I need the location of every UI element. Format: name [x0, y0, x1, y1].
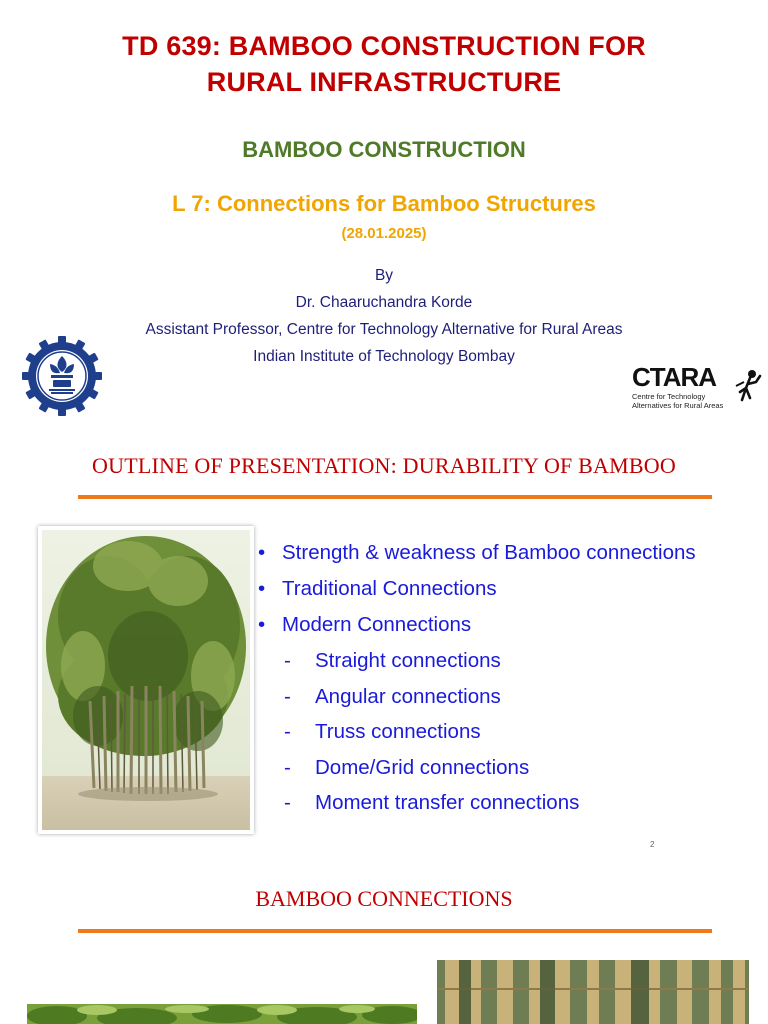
dash-mark: - [284, 720, 291, 743]
lecture-title: L 7: Connections for Bamboo Structures [172, 191, 596, 216]
page-number: 2 [650, 840, 655, 849]
bullet-text: Traditional Connections [282, 577, 497, 600]
ctara-wordmark: CTARA [632, 362, 717, 392]
title-slide [0, 0, 768, 440]
sub-list-item [256, 714, 761, 750]
bullet-mark: • [258, 577, 266, 600]
title-underline [78, 929, 712, 933]
author-name: Dr. Chaaruchandra Korde [295, 294, 473, 311]
dash-mark: - [284, 684, 291, 708]
bamboo-clump-photo [38, 526, 254, 834]
list-item [256, 571, 761, 607]
sub-list-item [256, 785, 761, 821]
list-item [256, 535, 761, 571]
bullet-text: Modern Connections [282, 613, 472, 636]
dash-mark: - [284, 649, 291, 672]
bamboo-leaves-photo [27, 1004, 417, 1024]
sub-bullet-text: Truss connections [315, 720, 481, 743]
ctara-tagline-line2: Alternatives for Rural Areas [632, 401, 724, 410]
subject-heading: BAMBOO CONSTRUCTION [242, 137, 526, 162]
ctara-logo [630, 362, 762, 414]
bullet-text: Strength & weakness of Bamboo connections [282, 541, 696, 564]
bamboo-poles-photo [437, 960, 749, 1024]
course-title-line1: TD 639: BAMBOO CONSTRUCTION FOR [122, 31, 646, 61]
sub-list-item [256, 679, 761, 715]
sub-list-item [256, 643, 761, 679]
sub-list-item [256, 750, 761, 786]
bullet-mark: • [258, 613, 266, 636]
ctara-tagline-line1: Centre for Technology [632, 392, 706, 401]
course-title [0, 28, 768, 100]
outline-title: OUTLINE OF PRESENTATION: DURABILITY OF BAMBOO [92, 453, 676, 478]
ctara-tagline [632, 392, 723, 410]
lecture-date: (28.01.2025) [341, 225, 427, 242]
course-title-line2: RURAL INFRASTRUCTURE [206, 67, 562, 97]
sub-bullet-text: Moment transfer connections [315, 791, 580, 814]
dash-mark: - [284, 755, 291, 779]
list-item [256, 607, 761, 643]
sub-bullet-text: Dome/Grid connections [315, 755, 530, 779]
bullet-mark: • [258, 541, 266, 564]
ctara-figure-icon [734, 368, 762, 402]
sub-bullet-text: Angular connections [315, 684, 501, 708]
by-label: By [374, 267, 394, 284]
iitb-logo-icon [20, 334, 104, 418]
outline-list [256, 535, 761, 821]
author-position: Assistant Professor, Centre for Technology Alternative for Rural Areas [145, 321, 623, 338]
connections-title: BAMBOO CONNECTIONS [255, 886, 513, 911]
institute-name: Indian Institute of Technology Bombay [253, 348, 515, 365]
bamboo-clump-image [38, 526, 254, 834]
sub-bullet-text: Straight connections [315, 649, 501, 672]
dash-mark: - [284, 791, 291, 814]
author-block [0, 262, 768, 370]
title-underline [78, 495, 712, 499]
connections-slide [0, 860, 768, 1024]
outline-slide [0, 440, 768, 860]
